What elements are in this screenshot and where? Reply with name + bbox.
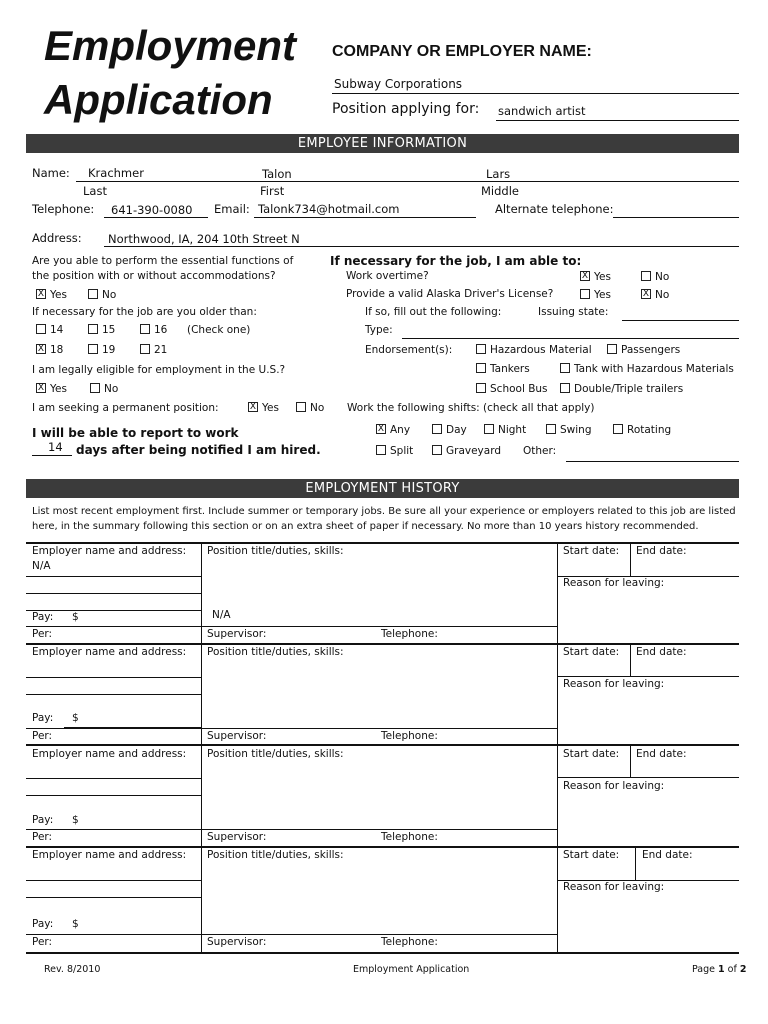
shift-split[interactable]: Split — [376, 445, 413, 457]
eligible-yes-option[interactable]: XYes — [36, 383, 67, 395]
type-label: Type: — [365, 324, 393, 336]
entry4-dollar: $ — [72, 918, 79, 930]
first-label: First — [260, 184, 285, 198]
entry2-start-label: Start date: — [563, 646, 620, 658]
report-line-1: I will be able to report to work — [32, 426, 239, 440]
q-essential-line-2: the position with or without accommodations? — [32, 270, 276, 282]
entry1-per-label: Per: — [32, 628, 53, 640]
able-heading: If necessary for the job, I am able to: — [330, 254, 582, 268]
endorsement-passengers[interactable]: Passengers — [607, 344, 680, 356]
q-age: If necessary for the job are you older than: — [32, 306, 257, 318]
license-yes-option[interactable]: Yes — [580, 289, 611, 301]
entry4-end-label: End date: — [642, 849, 693, 861]
entry3-supervisor-label: Supervisor: — [207, 831, 267, 843]
age-21-option[interactable]: 21 — [140, 344, 167, 356]
position-value[interactable]: sandwich artist — [498, 104, 586, 118]
permanent-yes-option[interactable]: X Yes — [248, 402, 279, 414]
alt-telephone-label: Alternate telephone: — [495, 202, 614, 216]
entry2-employer-label: Employer name and address: — [32, 646, 187, 658]
entry1-reason-label: Reason for leaving: — [563, 577, 665, 589]
entry3-reason-label: Reason for leaving: — [563, 780, 665, 792]
entry4-position-label: Position title/duties, skills: — [207, 849, 344, 861]
entry2-dollar: $ — [72, 712, 79, 724]
name-label: Name: — [32, 166, 70, 180]
last-label: Last — [83, 184, 107, 198]
entry1-employer-label: Employer name and address: — [32, 545, 187, 557]
entry1-position-value[interactable]: N/A — [212, 609, 231, 621]
q-essential-line-1: Are you able to perform the essential functions of — [32, 255, 294, 267]
eligible-no-option[interactable]: No — [90, 383, 118, 395]
endorsement-tank-hazmat[interactable]: Tank with Hazardous Materials — [560, 363, 734, 375]
telephone-value[interactable]: 641-390-0080 — [111, 203, 193, 217]
company-label: COMPANY OR EMPLOYER NAME: — [332, 43, 592, 60]
entry3-per-label: Per: — [32, 831, 53, 843]
entry4-reason-label: Reason for leaving: — [563, 881, 665, 893]
shift-graveyard[interactable]: Graveyard — [432, 445, 501, 457]
q-license: Provide a valid Alaska Driver's License? — [346, 288, 554, 300]
age-18-option[interactable]: X18 — [36, 344, 63, 356]
age-19-option[interactable]: 19 — [88, 344, 115, 356]
shift-day[interactable]: Day — [432, 424, 467, 436]
entry4-supervisor-label: Supervisor: — [207, 936, 267, 948]
entry2-reason-label: Reason for leaving: — [563, 678, 665, 690]
entry1-start-label: Start date: — [563, 545, 620, 557]
address-label: Address: — [32, 231, 82, 245]
overtime-yes-option[interactable]: X Yes — [580, 271, 611, 283]
history-intro-line-1: List most recent employment first. Include summer or temporary jobs. Be sure all your experience or employers related to this job are listed — [32, 506, 736, 517]
middle-label: Middle — [481, 184, 519, 198]
entry1-dollar: $ — [72, 611, 79, 623]
footer-title: Employment Application — [353, 964, 470, 975]
address-value[interactable]: Northwood, IA, 204 10th Street N — [108, 232, 300, 246]
entry3-employer-label: Employer name and address: — [32, 748, 187, 760]
endorsement-school-bus[interactable]: School Bus — [476, 383, 548, 395]
essential-yes-option[interactable]: XYes — [36, 289, 67, 301]
q-permanent: I am seeking a permanent position: — [32, 402, 219, 414]
last-name-value[interactable]: Krachmer — [88, 166, 144, 180]
shift-any[interactable]: XAny — [376, 424, 410, 436]
license-no-option[interactable]: X No — [641, 289, 669, 301]
shifts-label: Work the following shifts: (check all that apply) — [347, 402, 595, 414]
entry4-pay-label: Pay: — [32, 918, 54, 930]
entry3-dollar: $ — [72, 814, 79, 826]
entry2-supervisor-label: Supervisor: — [207, 730, 267, 742]
issuing-state-label: Issuing state: — [538, 306, 609, 318]
entry3-end-label: End date: — [636, 748, 687, 760]
age-15-option[interactable]: 15 — [88, 324, 115, 336]
entry4-telephone-label: Telephone: — [381, 936, 438, 948]
title-line-2: Application — [44, 76, 273, 123]
check-one-note: (Check one) — [187, 324, 251, 336]
overtime-no-option[interactable]: No — [641, 271, 669, 283]
history-intro-line-2: here, in the summary following this section or on an extra sheet of paper if necessary. No more than 10 years history recommended. — [32, 521, 699, 532]
entry4-employer-label: Employer name and address: — [32, 849, 187, 861]
entry1-telephone-label: Telephone: — [381, 628, 438, 640]
first-name-value[interactable]: Talon — [262, 167, 292, 181]
endorsement-double-triple[interactable]: Double/Triple trailers — [560, 383, 683, 395]
report-days-value[interactable]: 14 — [48, 440, 63, 454]
middle-name-value[interactable]: Lars — [486, 167, 511, 181]
permanent-no-option[interactable]: No — [296, 402, 324, 414]
q-overtime: Work overtime? — [346, 270, 429, 282]
company-value[interactable]: Subway Corporations — [334, 77, 463, 91]
entry1-pay-label: Pay: — [32, 611, 54, 623]
checkbox[interactable] — [88, 289, 98, 299]
entry1-position-label: Position title/duties, skills: — [207, 545, 344, 557]
entry3-start-label: Start date: — [563, 748, 620, 760]
entry2-position-label: Position title/duties, skills: — [207, 646, 344, 658]
position-label: Position applying for: — [332, 101, 480, 117]
entry2-pay-label: Pay: — [32, 712, 54, 724]
endorsement-tankers[interactable]: Tankers — [476, 363, 530, 375]
entry3-pay-label: Pay: — [32, 814, 54, 826]
age-14-option[interactable]: 14 — [36, 324, 63, 336]
shift-night[interactable]: Night — [484, 424, 526, 436]
entry3-telephone-label: Telephone: — [381, 831, 438, 843]
title-line-1: Employment — [44, 22, 297, 69]
footer-rev: Rev. 8/2010 — [44, 964, 101, 975]
checkbox-checked[interactable] — [36, 289, 46, 299]
entry3-position-label: Position title/duties, skills: — [207, 748, 344, 760]
entry2-end-label: End date: — [636, 646, 687, 658]
entry2-per-label: Per: — [32, 730, 53, 742]
endorsement-hazardous[interactable]: Hazardous Material — [476, 344, 592, 356]
telephone-label: Telephone: — [32, 202, 95, 216]
entry1-supervisor-label: Supervisor: — [207, 628, 267, 640]
q-eligible: I am legally eligible for employment in the U.S.? — [32, 364, 286, 376]
shift-swing[interactable]: Swing — [546, 424, 592, 436]
entry1-end-label: End date: — [636, 545, 687, 557]
report-line-2: days after being notified I am hired. — [76, 443, 321, 457]
endorsement-label: Endorsement(s): — [365, 344, 453, 356]
q-ifso: If so, fill out the following: — [365, 306, 502, 318]
shift-other-label: Other: — [523, 445, 557, 457]
shift-rotating[interactable]: Rotating — [613, 424, 671, 436]
entry4-start-label: Start date: — [563, 849, 620, 861]
employee-info-header: EMPLOYEE INFORMATION — [26, 134, 739, 153]
entry4-per-label: Per: — [32, 936, 53, 948]
footer-page: Page 1 of 2 — [692, 964, 747, 975]
age-16-option[interactable]: 16 — [140, 324, 167, 336]
employment-history-header: EMPLOYMENT HISTORY — [26, 479, 739, 498]
entry1-employer-value[interactable]: N/A — [32, 560, 51, 572]
essential-no-option[interactable]: No — [88, 289, 116, 301]
entry2-telephone-label: Telephone: — [381, 730, 438, 742]
email-value[interactable]: Talonk734@hotmail.com — [258, 202, 400, 216]
email-label: Email: — [214, 202, 250, 216]
